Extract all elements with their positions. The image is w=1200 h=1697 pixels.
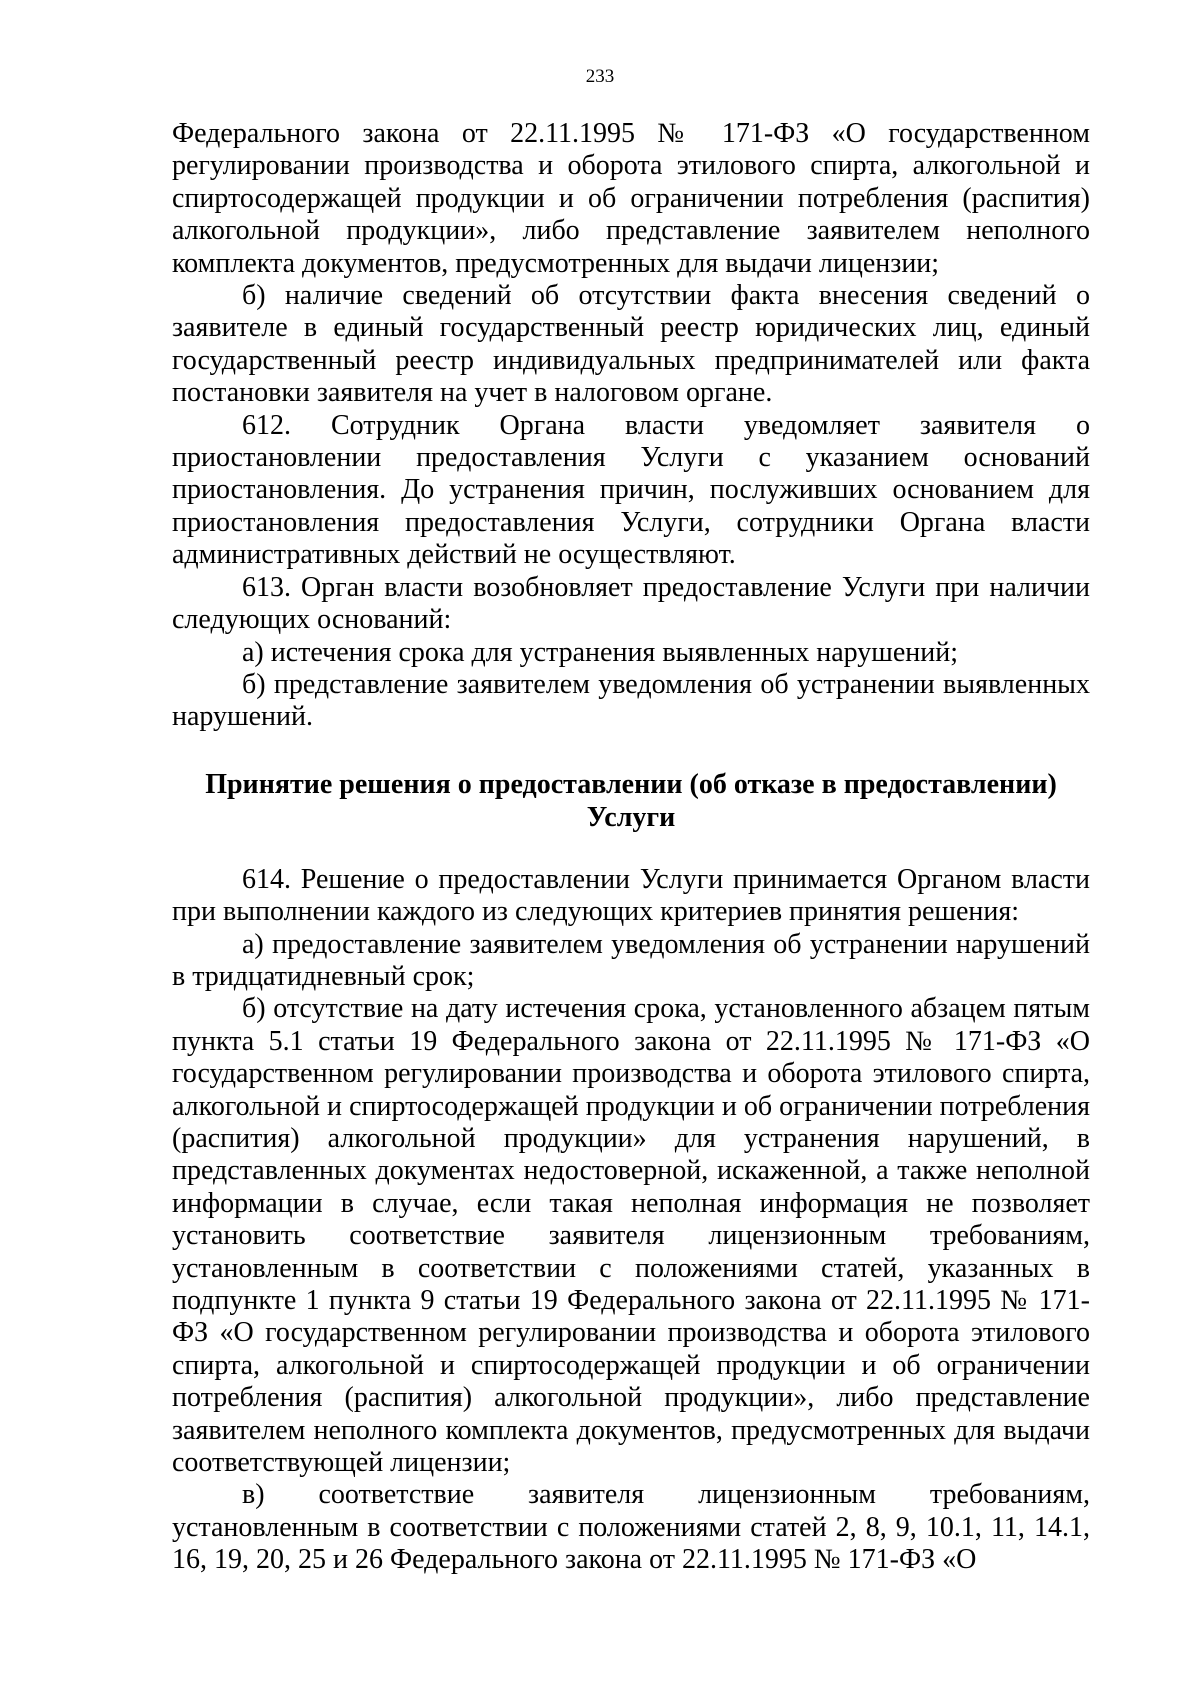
document-body <box>172 118 1090 1577</box>
paragraph: 613. Орган власти возобновляет предоставление Услуги при наличии следующих оснований: <box>172 571 1090 636</box>
section-heading-line: Услуги <box>586 801 676 833</box>
page-number: 233 <box>585 66 615 87</box>
paragraph: б) наличие сведений об отсутствии факта внесения сведений о заявителе в единый государственный реестр юридических лиц, единый государственный реестр индивидуальных предпринимателей или факта постановки заявителя на учет в налоговом органе. <box>172 280 1090 409</box>
paragraph: а) предоставление заявителем уведомления об устранении нарушений в тридцатидневный срок; <box>172 928 1090 992</box>
paragraph: в) соответствие заявителя лицензионным требованиям, установленным в соответствии с положениями статей 2, 8, 9, 10.1, 11, 14.1, 16, 19, 20, 25 и 26 Федерального закона от 22.11.1995 № 171-ФЗ «О <box>172 1479 1090 1576</box>
paragraph: б) отсутствие на дату истечения срока, установленного абзацем пятым пункта 5.1 статьи 19 Федерального закона от 22.11.1995 № 171-ФЗ «О государственном регулировании производства и оборота этилового спирта, алкогольной и спиртосодержащей продукции и об ограничении потребления (распития) алкогольной продукции» для устранения нарушений, в представленных документах недостоверной, искаженной, а также неполной информации в случае, если такая неполная информация не позволяет установить соответствие заявителя лицензионным требованиям, установленным в соответствии с положениями статей, указанных в подпункте 1 пункта 9 статьи 19 Федерального закона от 22.11.1995 № 171-ФЗ «О государственном регулировании производства и оборота этилового спирта, алкогольной и спиртосодержащей продукции и об ограничении потребления (распития) алкогольной продукции», либо представление заявителем неполного комплекта документов, предусмотренных для выдачи соответствующей лицензии; <box>172 993 1090 1479</box>
paragraph: 612. Сотрудник Органа власти уведомляет заявителя о приостановлении предоставления Услуги с указанием оснований приостановления. До устранения причин, послуживших основанием для приостановления предоставления Услуги, сотрудники Органа власти административных действий не осуществляют. <box>172 409 1090 571</box>
section-heading-line: Принятие решения о предоставлении (об отказе в предоставлении) <box>205 768 1057 800</box>
paragraph: б) представление заявителем уведомления об устранении выявленных нарушений. <box>172 668 1090 733</box>
paragraph: 614. Решение о предоставлении Услуги принимается Органом власти при выполнении каждого из следующих критериев принятия решения: <box>172 863 1090 928</box>
paragraph: а) истечения срока для устранения выявленных нарушений; <box>242 636 959 668</box>
paragraph: Федерального закона от 22.11.1995 № 171-ФЗ «О государственном регулировании производства и оборота этилового спирта, алкогольной и спиртосодержащей продукции и об ограничении потребления (распития) алкогольной продукции», либо представление заявителем неполного комплекта документов, предусмотренных для выдачи лицензии; <box>172 118 1090 279</box>
section-heading <box>172 768 1090 834</box>
